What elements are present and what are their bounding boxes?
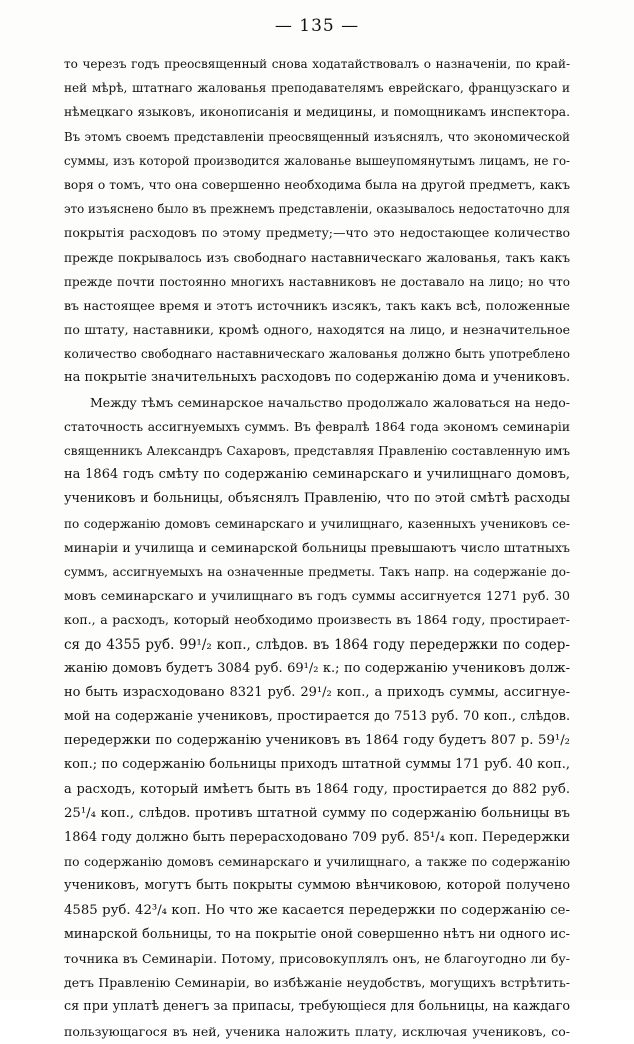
text-line: минаріи и училища и семинарской больницы превышаютъ число штатныхъ <box>64 539 570 555</box>
paragraph <box>64 391 570 1044</box>
text-line: это изъяснено было въ прежнемъ представленіи, оказывалось недостаточно для <box>64 202 570 217</box>
text-line: по содержанію домовъ семинарскаго и училищнаго, казенныхъ учениковъ се- <box>64 516 570 531</box>
text-line: минарской больницы, то на покрытіе оной совершенно нѣтъ ни одного ис- <box>64 926 570 942</box>
text-line: мовъ семинарскаго и училищнаго въ годъ суммы ассигнуется 1271 руб. 30 <box>64 588 570 604</box>
paragraph <box>64 52 570 391</box>
text-line: передержки по содержанію учениковъ въ 1864 году будетъ 807 р. 59¹/₂ <box>64 733 570 749</box>
text-line: покрытія расходовъ по этому предмету;—что это недостающее количество <box>64 225 570 241</box>
text-line: на 1864 годъ смѣту по содержанію семинарскаго и училищнаго домовъ, <box>64 467 570 483</box>
text-line: коп., а расходъ, который необходимо произвесть въ 1864 году, простирает- <box>64 612 570 628</box>
text-line: учениковъ и больницы, объяснялъ Правленію, что по этой смѣтѣ расходы <box>64 491 570 507</box>
text-line: точника въ Семинаріи. Потому, присовокуплялъ онъ, не благоугодно ли бу- <box>64 950 570 966</box>
body-text <box>64 52 570 1044</box>
text-line: коп.; по содержанію больницы приходъ штатной суммы 171 руб. 40 коп., <box>64 757 570 773</box>
text-line: прежде покрывалось изъ свободнаго наставническаго жалованья, такъ какъ <box>64 250 570 265</box>
text-line: священникъ Александръ Сахаровъ, представляя Правленію составленную имъ <box>64 444 570 458</box>
text-line: жанію домовъ будетъ 3084 руб. 69¹/₂ к.; по содержанію учениковъ долж- <box>64 660 570 676</box>
text-line: то черезъ годъ преосвященный снова ходатайствовалъ о назначеніи, по край- <box>64 57 570 71</box>
text-line: но быть израсходовано 8321 руб. 29¹/₂ коп., а приходъ суммы, ассигнуе- <box>64 684 570 700</box>
text-line: Въ этомъ своемъ представленіи преосвященный изъяснялъ, что экономической <box>64 129 570 144</box>
text-line: по содержанію домовъ семинарскаго и училищнаго, а также по содержанію <box>64 855 570 870</box>
text-line: прежде почти постоянно многихъ наставниковъ не доставало на лицо; но что <box>64 274 570 289</box>
text-line: суммъ, ассигнуемыхъ на означенные предметы. Такъ напр. на содержаніе до- <box>64 564 570 579</box>
text-line: по штату, наставники, кромѣ одного, находятся на лицо, и незначительное <box>64 322 570 338</box>
text-line: а расходъ, который имѣетъ быть въ 1864 году, простирается до 882 руб. <box>64 781 570 797</box>
text-line: воря о томъ, что она совершенно необходима была на другой предметъ, какъ <box>64 177 570 192</box>
text-line: ся до 4355 руб. 99¹/₂ коп., слѣдов. въ 1864 году передержки по содер- <box>64 636 570 653</box>
text-line: пользующагося въ ней, ученика наложить плату, исключая учениковъ, со- <box>64 1023 570 1039</box>
text-line: учениковъ, могутъ быть покрыты суммою вѣнчиковою, которой получено <box>64 878 570 894</box>
text-line: въ настоящее время и этотъ источникъ изсякъ, такъ какъ всѣ, положенные <box>64 297 570 313</box>
text-line: детъ Правленію Семинаріи, во избѣжаніе неудобствъ, могущихъ встрѣтить- <box>64 975 570 991</box>
text-line: 25¹/₄ коп., слѣдов. противъ штатной сумму по содержанію больницы въ <box>64 805 570 821</box>
text-line: Между тѣмъ семинарское начальство продолжало жаловаться на недо- <box>90 394 570 410</box>
page-number: — 135 — <box>274 16 360 36</box>
text-line: суммы, изъ которой производится жалованье вышеупомянутымъ лицамъ, не го- <box>64 153 570 168</box>
text-line: ся при уплатѣ денегъ за припасы, требующіеся для больницы, на каждаго <box>64 999 570 1015</box>
text-line: количество свободнаго наставническаго жалованья должно быть употреблено <box>64 347 570 362</box>
text-line: статочность ассигнуемыхъ суммъ. Въ февралѣ 1864 года экономъ семинаріи <box>64 419 570 434</box>
text-line: ней мѣрѣ, штатнаго жалованья преподавателямъ еврейскаго, французскаго и <box>64 81 570 96</box>
text-line: 1864 году должно быть перерасходовано 709 руб. 85¹/₄ коп. Передержки <box>64 830 570 845</box>
text-line: нѣмецкаго языковъ, иконописанія и медицины, и помощникамъ инспектора. <box>64 105 570 120</box>
text-line: 4585 руб. 42³/₄ коп. Но что же касается передержки по содержанію се- <box>64 902 570 918</box>
text-line: мой на содержаніе учениковъ, простирается до 7513 руб. 70 коп., слѣдов. <box>64 709 570 725</box>
text-line: на покрытіе значительныхъ расходовъ по содержанію дома и учениковъ. <box>64 370 570 386</box>
